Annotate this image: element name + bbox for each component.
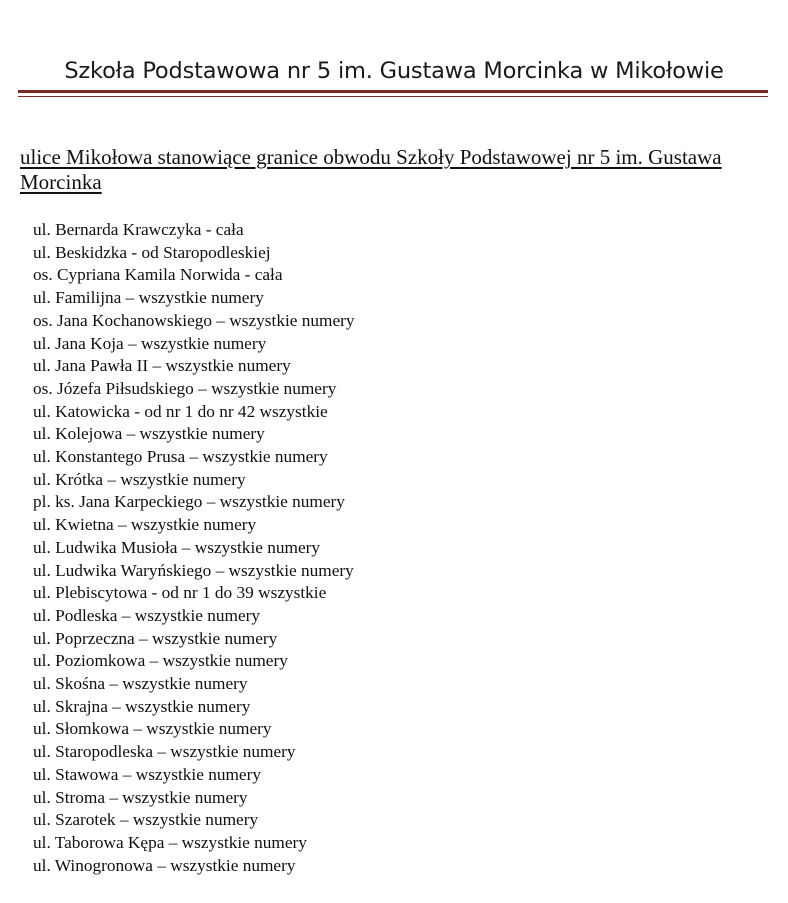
street-item: ul. Słomkowa – wszystkie numery — [33, 719, 272, 739]
street-item: ul. Jana Pawła II – wszystkie numery — [33, 356, 291, 376]
street-item: ul. Ludwika Musioła – wszystkie numery — [33, 537, 321, 557]
street-item: ul. Jana Koja – wszystkie numery — [33, 333, 267, 353]
street-item: os. Jana Kochanowskiego – wszystkie numery — [33, 310, 355, 330]
street-item: ul. Konstantego Prusa – wszystkie numery — [33, 447, 328, 467]
street-item: ul. Stroma – wszystkie numery — [33, 787, 248, 807]
header-rule-thick — [18, 90, 768, 93]
header-rule-thin — [18, 96, 768, 97]
street-item: ul. Kwietna – wszystkie numery — [33, 515, 257, 535]
street-item: os. Cypriana Kamila Norwida - cała — [33, 265, 283, 285]
street-item: ul. Plebiscytowa - od nr 1 do 39 wszystkie — [33, 583, 327, 603]
street-item: pl. ks. Jana Karpeckiego – wszystkie numery — [33, 492, 345, 512]
street-item: ul. Taborowa Kępa – wszystkie numery — [33, 832, 307, 852]
street-item: ul. Katowicka - od nr 1 do nr 42 wszystkie — [33, 401, 328, 421]
section-heading: ulice Mikołowa stanowiące granice obwodu Szkoły Podstawowej nr 5 im. Gustawa Morcinka — [20, 145, 722, 194]
page-header-title: Szkoła Podstawowa nr 5 im. Gustawa Morcinka w Mikołowie — [64, 58, 724, 84]
street-item: ul. Familijna – wszystkie numery — [33, 288, 264, 308]
street-item: ul. Winogronowa – wszystkie numery — [33, 855, 296, 875]
street-item: ul. Krótka – wszystkie numery — [33, 469, 246, 489]
street-item: ul. Szarotek – wszystkie numery — [33, 810, 259, 830]
street-item: ul. Poprzeczna – wszystkie numery — [33, 628, 278, 648]
street-item: ul. Stawowa – wszystkie numery — [33, 764, 261, 784]
street-item: ul. Podleska – wszystkie numery — [33, 605, 261, 625]
street-item: ul. Bernarda Krawczyka - cała — [33, 220, 244, 239]
street-list — [33, 219, 355, 877]
street-item: ul. Skośna – wszystkie numery — [33, 674, 248, 694]
street-item: ul. Staropodleska – wszystkie numery — [33, 742, 296, 762]
street-item: ul. Ludwika Waryńskiego – wszystkie numery — [33, 560, 354, 580]
street-item: ul. Skrajna – wszystkie numery — [33, 696, 251, 716]
street-item: os. Józefa Piłsudskiego – wszystkie numery — [33, 378, 337, 398]
street-item: ul. Poziomkowa – wszystkie numery — [33, 651, 288, 671]
street-item: ul. Beskidzka - od Staropodleskiej — [33, 242, 271, 262]
street-item: ul. Kolejowa – wszystkie numery — [33, 424, 265, 444]
